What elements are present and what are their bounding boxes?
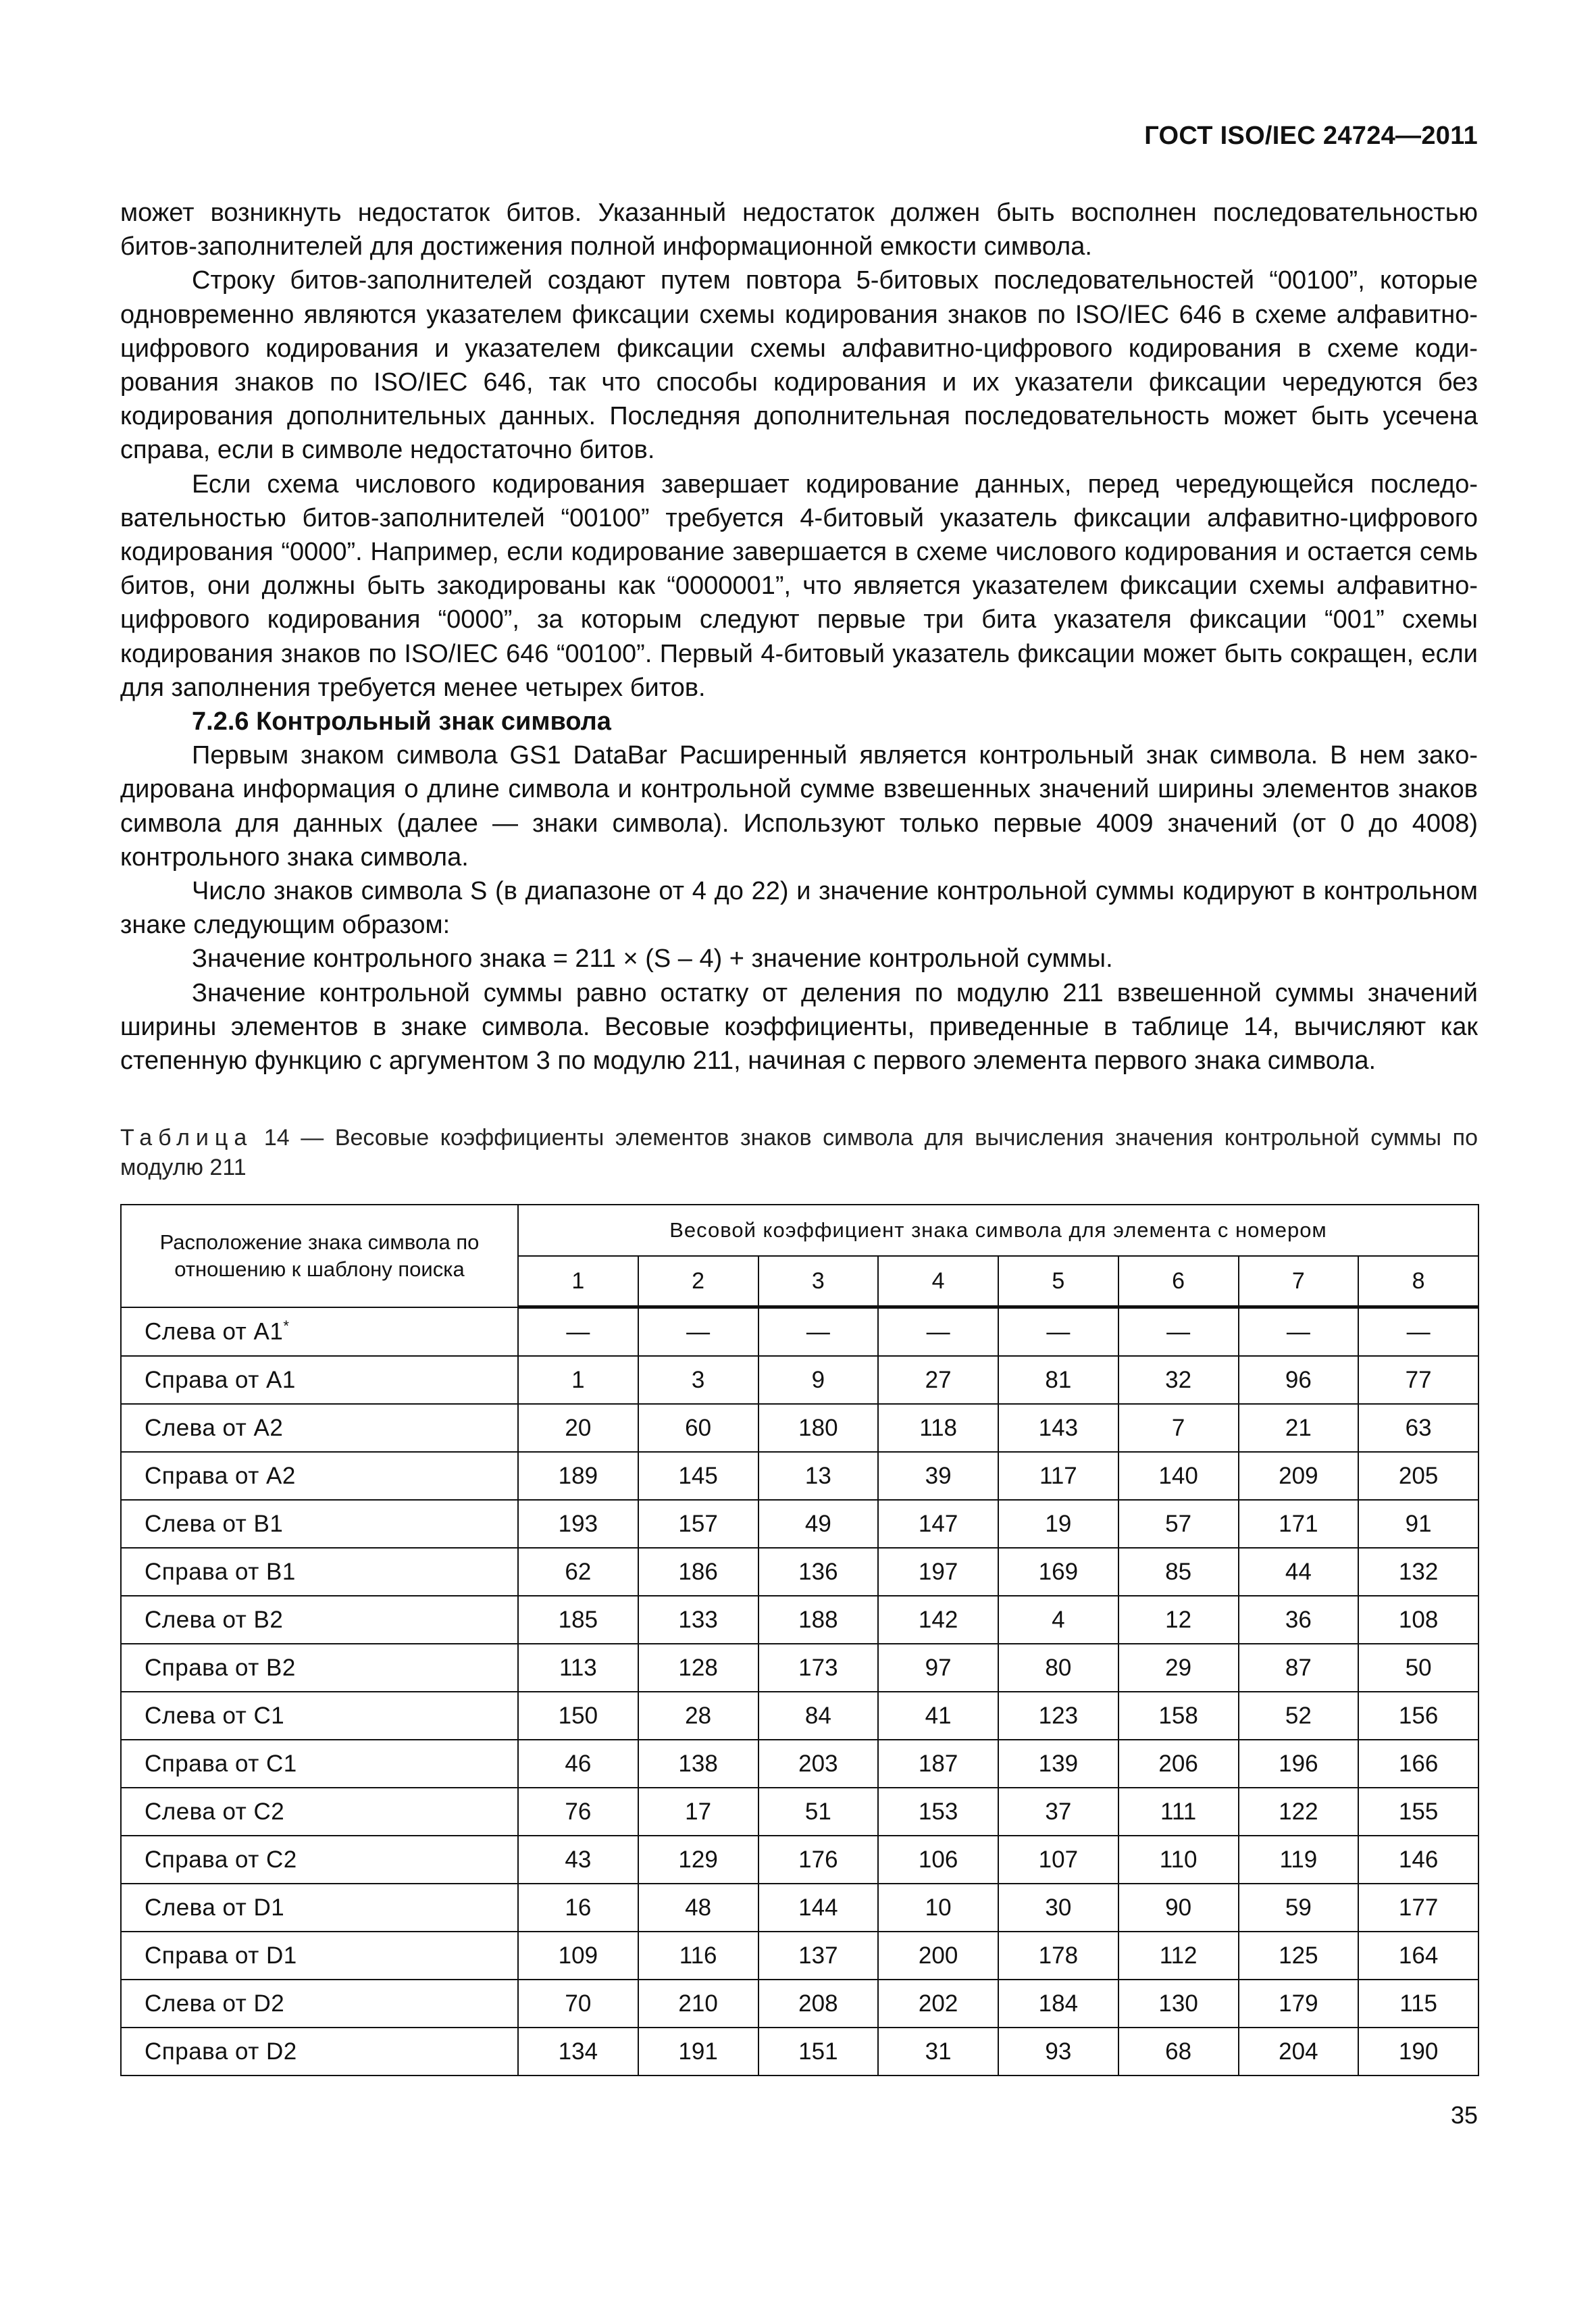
row-label-cell — [121, 1836, 518, 1884]
row-label: Слева от C2 — [145, 1798, 285, 1825]
weight-cell: 63 — [1358, 1404, 1478, 1452]
weight-cell: 185 — [518, 1596, 638, 1644]
row-label-cell — [121, 1980, 518, 2028]
weight-cell: 191 — [638, 2028, 758, 2076]
column-number-header: 8 — [1358, 1256, 1478, 1307]
weight-cell: 41 — [878, 1692, 998, 1740]
weight-cell: 203 — [758, 1740, 879, 1788]
row-label: Слева от D1 — [145, 1894, 285, 1921]
row-label: Справа от C1 — [145, 1750, 297, 1777]
weight-cell: 145 — [638, 1452, 758, 1500]
weight-cell: 202 — [878, 1980, 998, 2028]
row-label: Справа от C2 — [145, 1846, 297, 1873]
weight-cell: 106 — [878, 1836, 998, 1884]
column-number-header: 5 — [998, 1256, 1118, 1307]
weight-cell: 125 — [1239, 1932, 1359, 1980]
table-row — [121, 1307, 1478, 1357]
column-number-header: 6 — [1118, 1256, 1239, 1307]
table-caption — [120, 1123, 1478, 1182]
paragraph: Если схема числового кодирования завершает кодирование данных, перед чередующейся последовательностью битов-заполнителей “00100” требуется 4-битовый указатель фиксации алфавитно-цифрового кодирования “0000”. Например, если кодирование завершается в схеме числового кодирования и остается семь битов, они должны быть закодированы как “0000001”, что является указателем фиксации схемы алфавитно-цифрового кодирования “0000”, за которым следуют первые три бита указателя фиксации “001” схемы кодирования знаков по ISO/IEC 646 “00100”. Первый 4-битовый указатель фиксации может быть сокращен, если для заполнения требуется менее четырех битов. — [120, 470, 1478, 702]
weight-cell: 143 — [998, 1404, 1118, 1452]
weight-cell: 171 — [1239, 1500, 1359, 1548]
weight-cell: 84 — [758, 1692, 879, 1740]
weight-cell: 164 — [1358, 1932, 1478, 1980]
weight-cell: 151 — [758, 2028, 879, 2076]
weight-cell: 156 — [1358, 1692, 1478, 1740]
body-text — [120, 196, 1478, 1078]
weight-cell: 109 — [518, 1932, 638, 1980]
column-number-header: 4 — [878, 1256, 998, 1307]
weight-cell: 10 — [878, 1884, 998, 1932]
weight-cell: 147 — [878, 1500, 998, 1548]
row-label: Справа от D2 — [145, 2038, 297, 2065]
row-label-cell — [121, 1548, 518, 1596]
weight-cell: 200 — [878, 1932, 998, 1980]
column-number-header: 7 — [1239, 1256, 1359, 1307]
weight-cell: 107 — [998, 1836, 1118, 1884]
table-row — [121, 1980, 1478, 2028]
weight-cell: 81 — [998, 1356, 1118, 1404]
weight-cell: 93 — [998, 2028, 1118, 2076]
table-row — [121, 1692, 1478, 1740]
weight-cell: 3 — [638, 1356, 758, 1404]
weight-cell: 43 — [518, 1836, 638, 1884]
row-label: Слева от C1 — [145, 1702, 285, 1729]
weight-cell: 206 — [1118, 1740, 1239, 1788]
weight-cell: 16 — [518, 1884, 638, 1932]
weight-cell: 110 — [1118, 1836, 1239, 1884]
row-label-cell — [121, 1452, 518, 1500]
weight-cell: 177 — [1358, 1884, 1478, 1932]
weight-cell: 117 — [998, 1452, 1118, 1500]
weight-cell: 190 — [1358, 2028, 1478, 2076]
weight-cell: 9 — [758, 1356, 879, 1404]
table-body — [121, 1307, 1478, 2076]
weight-cell: 50 — [1358, 1644, 1478, 1692]
weight-cell: 31 — [878, 2028, 998, 2076]
weight-cell: 59 — [1239, 1884, 1359, 1932]
weight-cell: — — [998, 1307, 1118, 1357]
weight-cell: 176 — [758, 1836, 879, 1884]
weight-cell: 44 — [1239, 1548, 1359, 1596]
footnote-mark: * — [283, 1317, 290, 1334]
weight-cell: 115 — [1358, 1980, 1478, 2028]
weight-cell: 97 — [878, 1644, 998, 1692]
weight-cell: 144 — [758, 1884, 879, 1932]
weight-cell: 138 — [638, 1740, 758, 1788]
row-label-cell — [121, 1307, 518, 1357]
weight-cell: 20 — [518, 1404, 638, 1452]
table-caption-text: 14 — Весовые коэффициенты элементов знаков символа для вычисления значения контрольной суммы по модулю 211 — [120, 1125, 1478, 1180]
column-group-header: Весовой коэффициент знака символа для элемента с номером — [518, 1205, 1478, 1256]
weight-cell: 39 — [878, 1452, 998, 1500]
paragraph: Число знаков символа S (в диапазоне от 4 до 22) и значение контрольной суммы кодируют в контрольном знаке следующим образом: — [120, 877, 1478, 940]
weight-cell: 158 — [1118, 1692, 1239, 1740]
table-row — [121, 2028, 1478, 2076]
weight-cell: — — [878, 1307, 998, 1357]
row-label-cell — [121, 1692, 518, 1740]
weight-cell: 28 — [638, 1692, 758, 1740]
weight-cell: 76 — [518, 1788, 638, 1836]
weight-cell: 155 — [1358, 1788, 1478, 1836]
weight-cell: 51 — [758, 1788, 879, 1836]
row-label: Справа от A2 — [145, 1462, 296, 1489]
row-header: Расположение знака символа по отношению к шаблону поиска — [121, 1205, 518, 1307]
weight-cell: 70 — [518, 1980, 638, 2028]
row-label: Слева от A1 — [145, 1318, 284, 1345]
weight-cell: 113 — [518, 1644, 638, 1692]
row-label: Слева от B1 — [145, 1510, 284, 1537]
weight-cell: 36 — [1239, 1596, 1359, 1644]
weight-cell: 136 — [758, 1548, 879, 1596]
weight-cell: 150 — [518, 1692, 638, 1740]
row-label-cell — [121, 1404, 518, 1452]
weight-cell: 7 — [1118, 1404, 1239, 1452]
weight-cell: 142 — [878, 1596, 998, 1644]
table-row — [121, 1548, 1478, 1596]
row-label-cell — [121, 1500, 518, 1548]
table-row — [121, 1356, 1478, 1404]
weight-cell: 12 — [1118, 1596, 1239, 1644]
weight-cell: 80 — [998, 1644, 1118, 1692]
row-label: Справа от A1 — [145, 1366, 296, 1393]
weight-cell: — — [1239, 1307, 1359, 1357]
weight-cell: 46 — [518, 1740, 638, 1788]
weight-cell: 132 — [1358, 1548, 1478, 1596]
table-row — [121, 1644, 1478, 1692]
column-number-header: 1 — [518, 1256, 638, 1307]
page-number: 35 — [1450, 2101, 1478, 2129]
weight-cell: 77 — [1358, 1356, 1478, 1404]
weight-cell: 130 — [1118, 1980, 1239, 2028]
row-label-cell — [121, 1932, 518, 1980]
row-label-cell — [121, 2028, 518, 2076]
row-label: Справа от B2 — [145, 1654, 296, 1681]
weight-cell: 19 — [998, 1500, 1118, 1548]
weight-cell: — — [518, 1307, 638, 1357]
weight-cell: — — [1118, 1307, 1239, 1357]
weight-cell: 96 — [1239, 1356, 1359, 1404]
weight-cell: 187 — [878, 1740, 998, 1788]
table-row — [121, 1836, 1478, 1884]
weight-cell: 118 — [878, 1404, 998, 1452]
row-label-cell — [121, 1740, 518, 1788]
document-header: ГОСТ ISO/IEC 24724—2011 — [1144, 122, 1478, 150]
weight-cell: 204 — [1239, 2028, 1359, 2076]
weight-cell: 209 — [1239, 1452, 1359, 1500]
weight-cell: 85 — [1118, 1548, 1239, 1596]
table-row — [121, 1452, 1478, 1500]
weight-cell: 186 — [638, 1548, 758, 1596]
weight-cell: — — [1358, 1307, 1478, 1357]
column-number-header: 2 — [638, 1256, 758, 1307]
weight-cell: 140 — [1118, 1452, 1239, 1500]
weight-cell: 134 — [518, 2028, 638, 2076]
weight-cell: 1 — [518, 1356, 638, 1404]
weight-cell: 196 — [1239, 1740, 1359, 1788]
weight-cell: 139 — [998, 1740, 1118, 1788]
row-label-cell — [121, 1356, 518, 1404]
weight-cell: 17 — [638, 1788, 758, 1836]
weight-cell: 91 — [1358, 1500, 1478, 1548]
weight-cell: 210 — [638, 1980, 758, 2028]
weight-cell: 37 — [998, 1788, 1118, 1836]
weight-cell: 137 — [758, 1932, 879, 1980]
weight-cell: 128 — [638, 1644, 758, 1692]
weight-cell: 179 — [1239, 1980, 1359, 2028]
weight-cell: 27 — [878, 1356, 998, 1404]
row-label: Слева от B2 — [145, 1606, 284, 1633]
table-row — [121, 1596, 1478, 1644]
weight-cell: 108 — [1358, 1596, 1478, 1644]
weight-cell: 184 — [998, 1980, 1118, 2028]
table-row — [121, 1788, 1478, 1836]
weight-cell: 188 — [758, 1596, 879, 1644]
row-label: Слева от A2 — [145, 1414, 284, 1441]
table-row — [121, 1884, 1478, 1932]
weight-cell: 133 — [638, 1596, 758, 1644]
row-label-cell — [121, 1596, 518, 1644]
weight-cell: 178 — [998, 1932, 1118, 1980]
row-label: Справа от B1 — [145, 1558, 296, 1585]
weight-cell: 90 — [1118, 1884, 1239, 1932]
column-number-header: 3 — [758, 1256, 879, 1307]
weight-cell: 119 — [1239, 1836, 1359, 1884]
row-label: Справа от D1 — [145, 1942, 297, 1969]
row-label: Слева от D2 — [145, 1990, 285, 2017]
weight-cell: 21 — [1239, 1404, 1359, 1452]
weight-cell: — — [758, 1307, 879, 1357]
weight-cell: 129 — [638, 1836, 758, 1884]
weight-cell: 180 — [758, 1404, 879, 1452]
weight-cell: 122 — [1239, 1788, 1359, 1836]
weight-cell: 112 — [1118, 1932, 1239, 1980]
weight-cell: 87 — [1239, 1644, 1359, 1692]
table-row — [121, 1740, 1478, 1788]
weight-cell: 60 — [638, 1404, 758, 1452]
weight-cell: 48 — [638, 1884, 758, 1932]
weight-cell: 111 — [1118, 1788, 1239, 1836]
paragraph: Первым знаком символа GS1 DataBar Расширенный является контрольный знак символа. В нем закодирована информация о длине символа и контрольной сумме взвешенных значений ширины элементов знаков символа для данных (далее — знаки символа). Используют только первые 4009 значений (от 0 до 4008) контрольного знака символа. — [120, 741, 1478, 872]
weight-cell: 205 — [1358, 1452, 1478, 1500]
weight-cell: 123 — [998, 1692, 1118, 1740]
row-label-cell — [121, 1788, 518, 1836]
paragraph: Значение контрольной суммы равно остатку от деления по модулю 211 взвешенной суммы значений ширины элементов в знаке символа. Весовые коэффициенты, приведенные в таблице 14, вычисляют как степенную функцию с аргументом 3 по модулю 211, начиная с первого элемента первого знака символа. — [120, 978, 1478, 1076]
weight-cell: 49 — [758, 1500, 879, 1548]
row-label-cell — [121, 1884, 518, 1932]
table-row — [121, 1932, 1478, 1980]
weight-cell: 197 — [878, 1548, 998, 1596]
weight-cell: 208 — [758, 1980, 879, 2028]
weight-cell: 166 — [1358, 1740, 1478, 1788]
section-heading: 7.2.6 Контрольный знак символа — [192, 707, 611, 736]
weight-cell: 116 — [638, 1932, 758, 1980]
weight-cell: 146 — [1358, 1836, 1478, 1884]
weight-cell: 13 — [758, 1452, 879, 1500]
table-row — [121, 1404, 1478, 1452]
weight-cell: 62 — [518, 1548, 638, 1596]
weight-cell: 189 — [518, 1452, 638, 1500]
weight-cell: 32 — [1118, 1356, 1239, 1404]
weight-cell: 4 — [998, 1596, 1118, 1644]
weight-cell: 173 — [758, 1644, 879, 1692]
weight-cell: 57 — [1118, 1500, 1239, 1548]
weight-cell: 169 — [998, 1548, 1118, 1596]
row-label-cell — [121, 1644, 518, 1692]
weights-table — [120, 1204, 1479, 2076]
table-caption-label: Таблица — [120, 1125, 253, 1151]
weight-cell: 153 — [878, 1788, 998, 1836]
paragraph: Строку битов-заполнителей создают путем повтора 5-битовых последовательностей “00100”, которые одновременно являются указателем фиксации схемы кодирования знаков по ISO/IEC 646 в схеме алфавитно-цифрового кодирования и указателем фиксации схемы алфавитно-цифрового кодирования в схеме кодирования знаков по ISO/IEC 646, так что способы кодирования и их указатели фиксации чередуются без кодирования дополнительных данных. Последняя дополнительная последовательность может быть усечена справа, если в символе недостаточно битов. — [120, 266, 1478, 465]
weight-cell: 193 — [518, 1500, 638, 1548]
weight-cell: 30 — [998, 1884, 1118, 1932]
paragraph: может возникнуть недостаток битов. Указанный недостаток должен быть восполнен последовательностью битов-заполнителей для достижения полной информационной емкости символа. — [120, 199, 1478, 261]
table-row — [121, 1500, 1478, 1548]
weight-cell: 52 — [1239, 1692, 1359, 1740]
formula-paragraph: Значение контрольного знака = 211 × (S – 4) + значение контрольной суммы. — [192, 945, 1113, 974]
weight-cell: 68 — [1118, 2028, 1239, 2076]
weight-cell: 157 — [638, 1500, 758, 1548]
weight-cell: 29 — [1118, 1644, 1239, 1692]
weight-cell: — — [638, 1307, 758, 1357]
